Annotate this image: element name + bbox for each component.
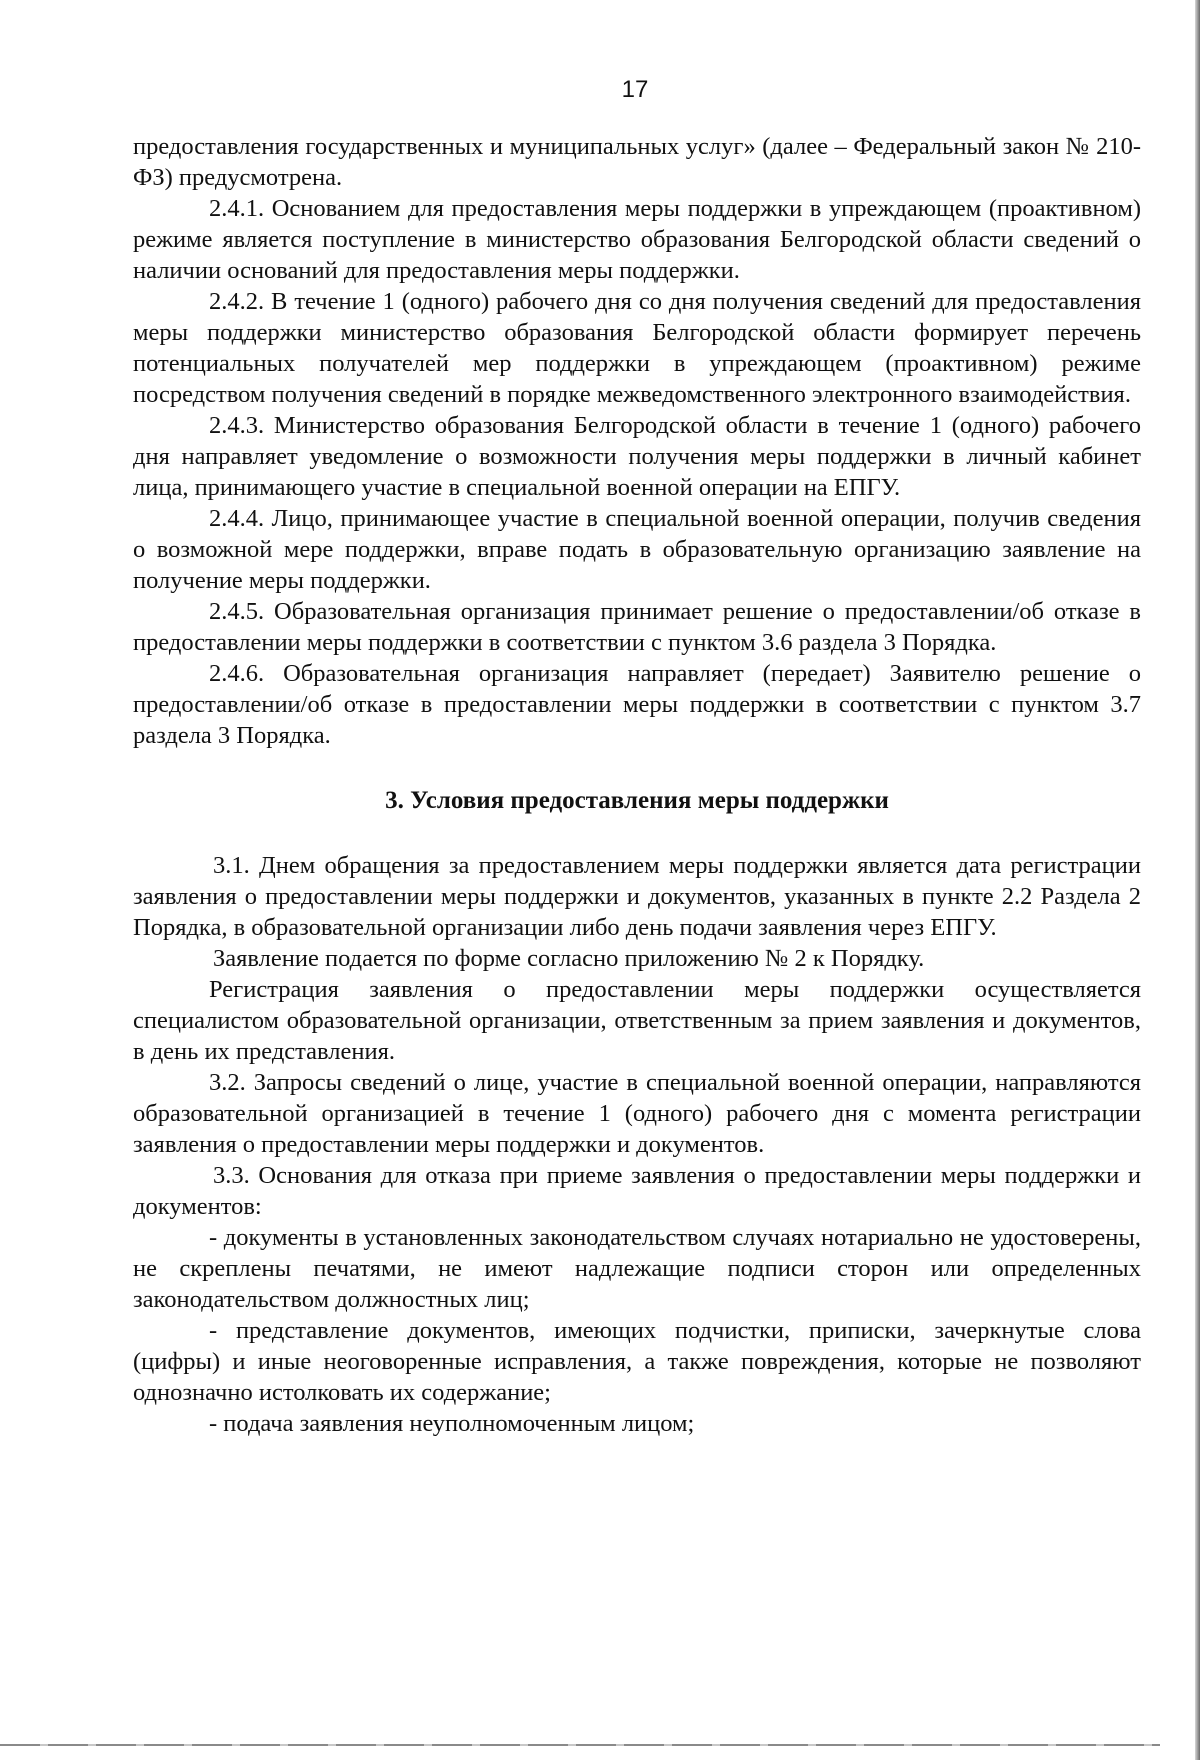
list-item-refusal-3: - подача заявления неуполномоченным лицом; xyxy=(209,1410,695,1437)
paragraph-2-4-5: 2.4.5. Образовательная организация принимает решение о предоставлении/об отказе в предоставлении меры поддержки в соответствии с пунктом 3.6 раздела 3 Порядка. xyxy=(133,598,1141,656)
list-item-refusal-1: - документы в установленных законодательством случаях нотариально не удостоверены, не скреплены печатями, не имеют надлежащие подписи сторон или определенных законодательством должностных лиц; xyxy=(133,1224,1141,1313)
paragraph-application-form: Заявление подается по форме согласно приложению № 2 к Порядку. xyxy=(213,945,925,972)
document-body xyxy=(133,131,1141,1439)
paragraph-3-3: 3.3. Основания для отказа при приеме заявления о предоставлении меры поддержки и документов: xyxy=(133,1162,1141,1220)
scan-edge-right xyxy=(1195,0,1200,1760)
page-number: 17 xyxy=(621,76,649,103)
paragraph-2-4-1: 2.4.1. Основанием для предоставления меры поддержки в упреждающем (проактивном) режиме является поступление в министерство образования Белгородской области сведений о наличии оснований для предоставления меры поддержки. xyxy=(133,195,1141,284)
paragraph-2-4-4: 2.4.4. Лицо, принимающее участие в специальной военной операции, получив сведения о возможной мере поддержки, вправе подать в образовательную организацию заявление на получение меры поддержки. xyxy=(133,505,1141,594)
paragraph-2-4-2: 2.4.2. В течение 1 (одного) рабочего дня со дня получения сведений для предоставления меры поддержки министерство образования Белгородской области формирует перечень потенциальных получателей мер поддержки в упреждающем (проактивном) режиме посредством получения сведений в порядке межведомственного электронного взаимодействия. xyxy=(133,288,1141,408)
paragraph-continuation: предоставления государственных и муниципальных услуг» (далее – Федеральный закон № 210-ФЗ) предусмотрена. xyxy=(133,133,1141,191)
paragraph-3-1: 3.1. Днем обращения за предоставлением меры поддержки является дата регистрации заявления о предоставлении меры поддержки и документов, указанных в пункте 2.2 Раздела 2 Порядка, в образовательной организации либо день подачи заявления через ЕПГУ. xyxy=(133,852,1141,941)
paragraph-2-4-6: 2.4.6. Образовательная организация направляет (передает) Заявителю решение о предоставлении/об отказе в предоставлении меры поддержки в соответствии с пунктом 3.7 раздела 3 Порядка. xyxy=(133,660,1141,749)
list-item-refusal-2: - представление документов, имеющих подчистки, приписки, зачеркнутые слова (цифры) и иные неоговоренные исправления, а также повреждения, которые не позволяют однозначно истолковать их содержание; xyxy=(133,1317,1141,1406)
paragraph-registration: Регистрация заявления о предоставлении меры поддержки осуществляется специалистом образовательной организации, ответственным за прием заявления и документов, в день их представления. xyxy=(133,976,1141,1065)
paragraph-3-2: 3.2. Запросы сведений о лице, участие в специальной военной операции, направляются образовательной организацией в течение 1 (одного) рабочего дня с момента регистрации заявления о предоставлении меры поддержки и документов. xyxy=(133,1069,1141,1158)
scan-edge-bottom xyxy=(0,1744,1160,1746)
section-heading: 3. Условия предоставления меры поддержки xyxy=(385,787,889,814)
paragraph-2-4-3: 2.4.3. Министерство образования Белгородской области в течение 1 (одного) рабочего дня направляет уведомление о возможности получения меры поддержки в личный кабинет лица, принимающего участие в специальной военной операции на ЕПГУ. xyxy=(133,412,1141,501)
